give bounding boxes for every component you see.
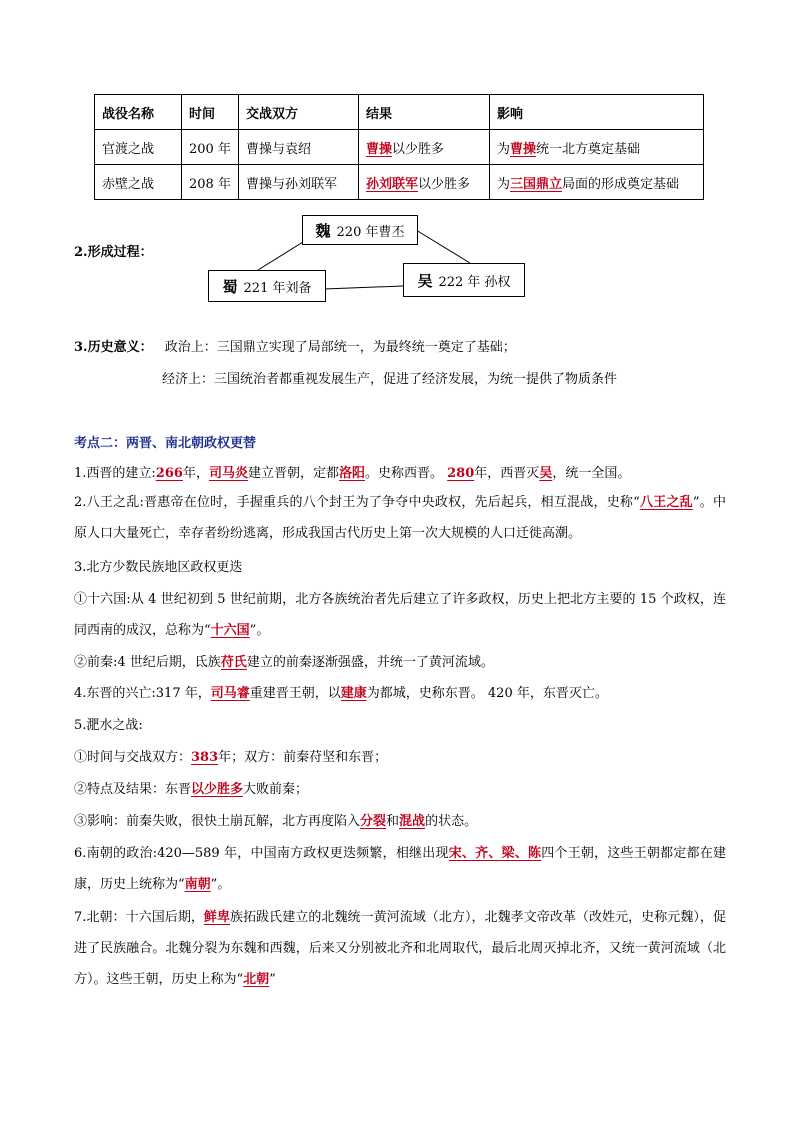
cell-time: 200 年 <box>182 130 239 165</box>
keyword: 南朝 <box>184 877 211 892</box>
state-name: 蜀 <box>222 277 238 296</box>
text: 的状态。 <box>425 814 478 829</box>
text: ①时间与交战双方： <box>74 750 192 765</box>
text: 重建晋王朝，以 <box>249 686 341 701</box>
keyword: 吴 <box>539 466 553 481</box>
cell-battle-name: 官渡之战 <box>95 130 182 165</box>
connector-shu-wu <box>324 286 403 289</box>
text: ”。 <box>249 623 270 638</box>
significance-political <box>74 336 516 355</box>
keyword: 383 <box>191 750 219 765</box>
keyword: 八王之乱 <box>639 495 693 510</box>
text: 为 <box>496 176 510 192</box>
text: ②前秦:4 世纪后期，氐族 <box>74 655 221 670</box>
keyword: 宋、齐、梁、陈 <box>448 846 542 861</box>
keyword: 混战 <box>399 814 426 829</box>
paragraph-heading: 3.北方少数民族地区政权更迭 <box>74 560 243 575</box>
keyword: 司马睿 <box>210 686 250 701</box>
state-founding: 220 年曹丕 <box>336 224 405 240</box>
keyword: 分裂 <box>360 814 387 829</box>
text: 以少胜多 <box>417 176 470 192</box>
text: 建立晋朝，定都 <box>247 466 339 481</box>
text: 大败前秦； <box>243 782 309 797</box>
state-founding: 221 年刘备 <box>243 280 312 296</box>
paragraph-former-qin <box>74 653 494 673</box>
text: 以少胜多 <box>391 141 444 157</box>
paragraph-southern-dynasties <box>74 838 726 900</box>
cell-sides: 曹操与孙刘联军 <box>238 165 358 200</box>
paragraph-feishui-result <box>74 780 308 800</box>
keyword: 十六国 <box>210 623 250 638</box>
cell-time: 208 年 <box>182 165 239 200</box>
connector-wei-wu <box>416 230 470 263</box>
paragraph-feishui-time <box>74 748 387 768</box>
text: 和 <box>386 814 400 829</box>
paragraph-eight-kings <box>74 487 726 549</box>
keyword: 曹操 <box>365 141 392 157</box>
text: 为都城，史称东晋。 420 年，东晋灭亡。 <box>366 686 608 701</box>
paragraph-feishui-impact <box>74 812 477 832</box>
paragraph-sixteen-kingdoms <box>74 584 726 646</box>
text: 7.北朝：十六国后期， <box>74 910 204 925</box>
text: 年；双方：前秦苻坚和东晋； <box>218 750 388 765</box>
header-result: 结果 <box>358 95 489 130</box>
text: ”。中原人口大量死亡，幸存者纷纷逃离，形成我国古代历史上第一次大规模的人口迁徙高潮。 <box>74 495 726 541</box>
paragraph-western-jin <box>74 464 630 484</box>
text: 四个王朝，这些王朝都定都在建康，历史上统称为“ <box>74 846 726 892</box>
text: 政治上：三国鼎立实现了局部统一，为最终统一奠定了基础； <box>164 340 516 355</box>
wu-box <box>403 263 525 297</box>
text: 6.南朝的政治:420—589 年，中国南方政权更迭频繁，相继出现 <box>74 846 449 861</box>
text: 建立的前秦逐渐强盛，并统一了黄河流域。 <box>246 655 494 670</box>
text: ①十六国:从 4 世纪初到 5 世纪前期，北方各族统治者先后建立了许多政权，历史上把北方主要的 15 个政权，连同西南的成汉，总称为“ <box>74 592 726 638</box>
text: 4.东晋的兴亡:317 年， <box>74 686 211 701</box>
connector-wei-shu <box>258 242 303 270</box>
keyword: 苻氏 <box>220 655 247 670</box>
text: ③影响：前秦失败，很快土崩瓦解，北方再度陷入 <box>74 814 361 829</box>
text: ②特点及结果：东晋 <box>74 782 192 797</box>
cell-battle-name: 赤壁之战 <box>95 165 182 200</box>
text: 1.西晋的建立: <box>74 466 156 481</box>
text: 为 <box>496 141 510 157</box>
keyword: 北朝 <box>243 972 270 987</box>
shu-box <box>208 270 326 302</box>
connector-lines <box>0 0 794 320</box>
text: 年， <box>182 466 209 481</box>
state-founding: 222 年 孙权 <box>438 274 511 290</box>
text: ，统一全国。 <box>552 466 631 481</box>
paragraph-northern-dynasties <box>74 902 726 995</box>
cell-sides: 曹操与袁绍 <box>238 130 358 165</box>
keyword: 以少胜多 <box>191 782 244 797</box>
section-title: 考点二：两晋、南北朝政权更替 <box>74 436 257 451</box>
header-sides: 交战双方 <box>238 95 358 130</box>
paragraph-heading: 5.淝水之战: <box>74 718 143 733</box>
keyword: 280 <box>447 466 475 481</box>
significance-economic: 经济上：三国统治者都重视发展生产，促进了经济发展，为统一提供了物质条件 <box>162 372 618 387</box>
keyword: 曹操 <box>509 141 536 157</box>
header-time: 时间 <box>182 95 239 130</box>
formation-label: 2.形成过程： <box>74 245 153 260</box>
text: 族拓跋氏建立的北魏统一黄河流域（北方），北魏孝文帝改革（改姓元，史称元魏），促进了民族融合。北魏分裂为东魏和西魏，后来又分别被北齐和北周取代，最后北周灭掉北齐，又统一黄河流域（北方）。这些王朝，历史上称为“ <box>74 910 726 987</box>
text: 年，西晋灭 <box>474 466 540 481</box>
text: 2.八王之乱:晋惠帝在位时，手握重兵的八个封王为了争夺中央政权，先后起兵，相互混战，史称“ <box>74 495 640 510</box>
keyword: 建康 <box>340 686 367 701</box>
text: ”。 <box>210 877 231 892</box>
keyword: 266 <box>155 466 183 481</box>
text: ” <box>269 972 276 987</box>
state-name: 吴 <box>417 271 433 290</box>
paragraph-eastern-jin <box>74 684 608 704</box>
significance-label: 3.历史意义： <box>74 340 153 355</box>
text: 统一北方奠定基础 <box>535 141 640 157</box>
keyword: 鲜卑 <box>203 910 231 925</box>
text: 。史称西晋。 <box>365 466 448 481</box>
keyword: 三国鼎立 <box>509 176 562 192</box>
state-name: 魏 <box>315 221 331 240</box>
keyword: 司马炎 <box>208 466 248 481</box>
text: 局面的形成奠定基础 <box>561 176 679 192</box>
keyword: 孙刘联军 <box>365 176 418 192</box>
header-impact: 影响 <box>489 95 703 130</box>
header-battle-name: 战役名称 <box>95 95 182 130</box>
wei-box <box>302 215 418 245</box>
keyword: 洛阳 <box>338 466 365 481</box>
